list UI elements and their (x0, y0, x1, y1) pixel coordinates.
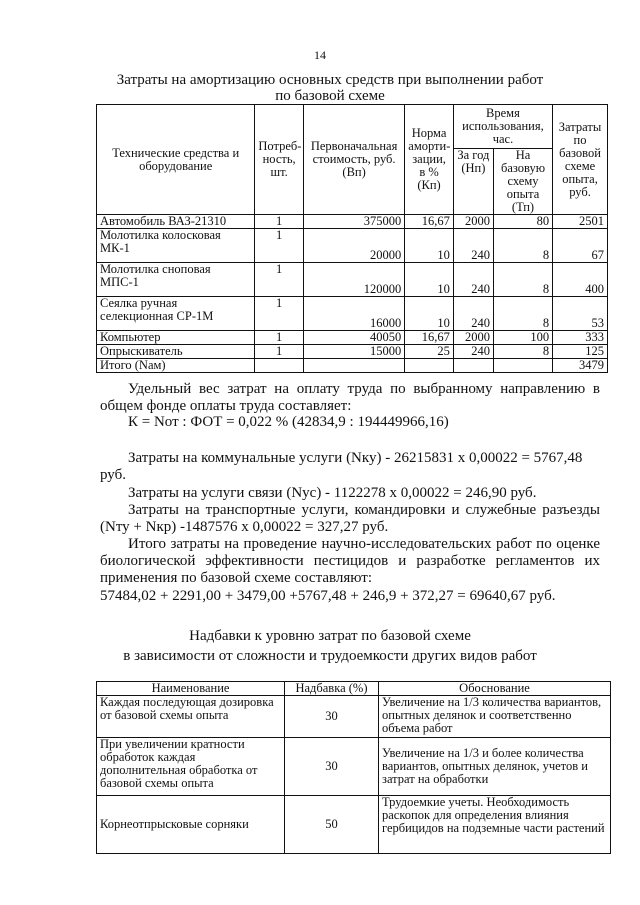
row-year: 240 (453, 345, 493, 359)
row-rate: 10 (405, 229, 454, 263)
header-depreciation-rate: Норма аморти-зации, в % (Кп) (405, 105, 454, 215)
row-cost: 15000 (303, 345, 404, 359)
row-total: 333 (553, 331, 608, 345)
depreciation-table (96, 104, 608, 373)
row-qty: 1 (255, 345, 304, 359)
paragraph-labor-share: Удельный вес затрат на оплату труда по выбранному направлению в общем фонде оплаты труда составляет: (100, 381, 600, 414)
formula-total: 57484,02 + 2291,00 + 3479,00 +5767,48 + 246,9 + 372,27 = 69640,67 руб. (100, 588, 556, 604)
row-rate: 10 (405, 263, 454, 297)
row-qty: 1 (255, 229, 304, 263)
row-cost: 20000 (303, 229, 404, 263)
row-total: 400 (553, 263, 608, 297)
header-base-cost: Затраты по базовой схеме опыта, руб. (553, 105, 608, 215)
table-row (97, 796, 611, 854)
row-cost: 40050 (303, 331, 404, 345)
header-usage-time: Время использования, час. (453, 105, 552, 149)
row-name: Молотилка колосковая МК-1 (97, 229, 255, 263)
row-name: Компьютер (97, 331, 255, 345)
total-value: 3479 (553, 359, 608, 373)
table-row (97, 229, 608, 263)
row-name: Сеялка ручная селекционная СР-1М (97, 297, 255, 331)
row-year: 240 (453, 229, 493, 263)
row-qty: 1 (255, 263, 304, 297)
total-research-cost-paragraph: Итого затраты на проведение научно-исследовательских работ по оценке биологической эффективности пестицидов и разработке регламентов их применения по базовой схеме составляют: (100, 536, 600, 586)
table-row (97, 345, 608, 359)
row-total: 125 (553, 345, 608, 359)
surcharge-table (96, 681, 611, 854)
transport-cost-paragraph: Затраты на транспортные услуги, командировки и служебные разъезды (Nту + Nкр) -1487576 х 0,00022 = 327,27 руб. (100, 502, 600, 535)
row-qty: 1 (255, 331, 304, 345)
formula-ratio: К = Nот : ФОТ = 0,022 % (42834,9 : 194449966,16) (128, 414, 449, 430)
row-year: 240 (453, 263, 493, 297)
header-base-scheme: На базовую схему опыта (Тп) (493, 149, 552, 215)
table-row (97, 215, 608, 229)
total-label: Итого (Nам) (97, 359, 255, 373)
table-row (97, 696, 611, 738)
row-base: 8 (493, 263, 552, 297)
row-rate: 16,67 (405, 331, 454, 345)
row-rate: 10 (405, 297, 454, 331)
table-row (97, 297, 608, 331)
table-row (97, 331, 608, 345)
row-base: 80 (493, 215, 552, 229)
header-equipment: Технические средства и оборудование (97, 105, 255, 215)
row-base: 8 (493, 297, 552, 331)
page-number: 14 (314, 48, 326, 62)
row-name: Опрыскиватель (97, 345, 255, 359)
header-per-year: За год (Нп) (453, 149, 493, 215)
table2-title-line1: Надбавки к уровню затрат по базовой схеме (189, 628, 471, 644)
row-surcharge: 30 (285, 696, 379, 738)
header-reason: Обоснование (379, 682, 611, 696)
row-year: 2000 (453, 215, 493, 229)
row-base: 8 (493, 345, 552, 359)
row-surcharge: 50 (285, 796, 379, 854)
row-name: Корнеотпрысковые сорняки (97, 796, 285, 854)
row-total: 53 (553, 297, 608, 331)
row-base: 100 (493, 331, 552, 345)
row-qty: 1 (255, 215, 304, 229)
table1-title-line1: Затраты на амортизацию основных средств при выполнении работ (116, 72, 544, 88)
row-reason: Трудоемкие учеты. Необходимость раскопок для определения влияния гербицидов на подземные части растений (379, 796, 611, 854)
row-year: 240 (453, 297, 493, 331)
row-total: 67 (553, 229, 608, 263)
row-name: При увеличении кратности обработок каждая дополнительная обработка от базовой схемы опыта (97, 738, 285, 796)
row-reason: Увеличение на 1/3 количества вариантов, опытных делянок и соответственно объема работ (379, 696, 611, 738)
utilities-cost-line: Затраты на коммунальные услуги (Nку) - 26215831 х 0,00022 = 5767,48 (128, 450, 583, 466)
table-row (97, 263, 608, 297)
utilities-cost-unit: руб. (100, 467, 126, 483)
row-cost: 120000 (303, 263, 404, 297)
row-cost: 375000 (303, 215, 404, 229)
row-name: Молотилка сноповая МПС-1 (97, 263, 255, 297)
row-name: Каждая последующая дозировка от базовой схемы опыта (97, 696, 285, 738)
row-surcharge: 30 (285, 738, 379, 796)
table1-title-line2: по базовой схеме (275, 88, 385, 104)
row-rate: 16,67 (405, 215, 454, 229)
row-rate: 25 (405, 345, 454, 359)
header-initial-cost: Первоначальная стоимость, руб. (Вп) (303, 105, 404, 215)
row-cost: 16000 (303, 297, 404, 331)
row-total: 2501 (553, 215, 608, 229)
row-reason: Увеличение на 1/3 и более количества вариантов, опытных делянок, учетов и затрат на обработки (379, 738, 611, 796)
row-base: 8 (493, 229, 552, 263)
table2-title-line2: в зависимости от сложности и трудоемкости других видов работ (123, 648, 537, 664)
row-name: Автомобиль ВАЗ-21310 (97, 215, 255, 229)
header-quantity: Потреб-ность, шт. (255, 105, 304, 215)
communication-cost-line: Затраты на услуги связи (Nус) - 1122278 х 0,00022 = 246,90 руб. (128, 485, 537, 501)
total-row (97, 359, 608, 373)
table-row (97, 738, 611, 796)
header-surcharge: Надбавка (%) (285, 682, 379, 696)
header-name: Наименование (97, 682, 285, 696)
row-year: 2000 (453, 331, 493, 345)
row-qty: 1 (255, 297, 304, 331)
